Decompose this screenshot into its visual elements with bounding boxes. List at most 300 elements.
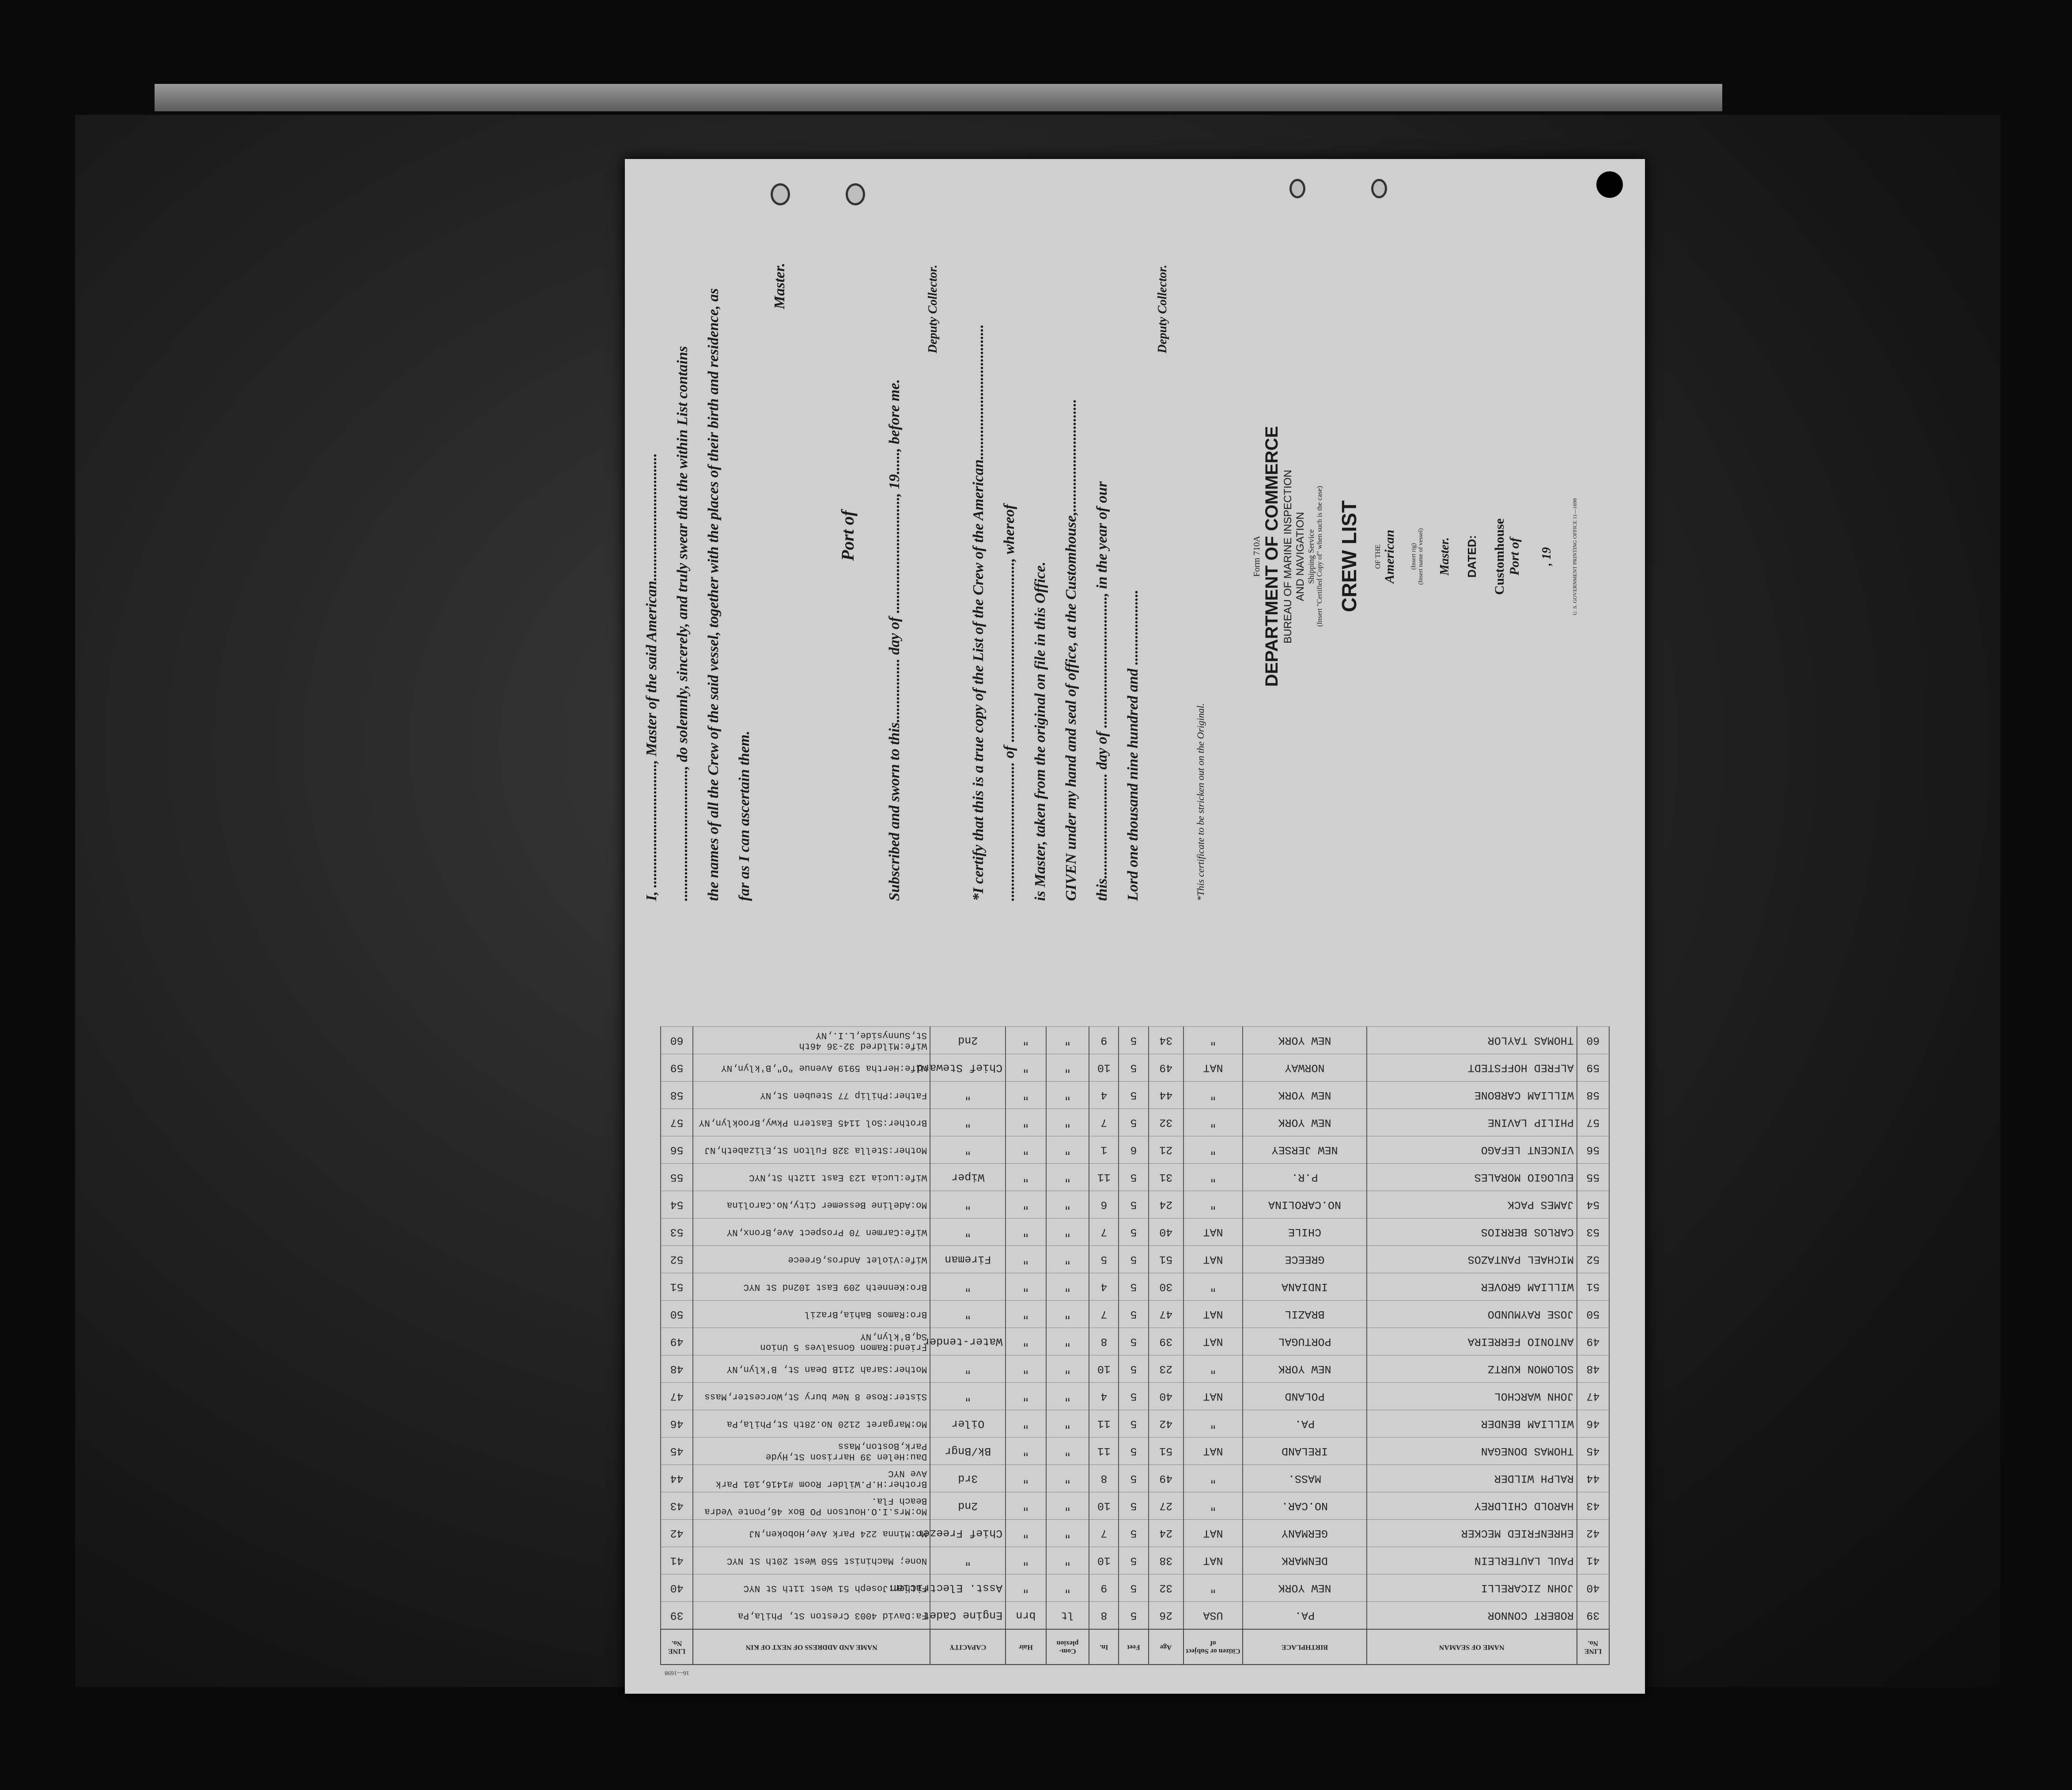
header-height-inches: In. [1089, 1629, 1119, 1665]
row-citizen: NAT [1183, 1328, 1243, 1355]
certified-copy-note: (Insert "Certified Copy of" when such is the case) [1316, 486, 1323, 627]
row-complexion: " [1046, 1109, 1089, 1136]
row-citizen: NAT [1183, 1547, 1243, 1574]
row-capacity: Chief Freezer [930, 1520, 1006, 1547]
header-next-of-kin: NAME AND ADDRESS OF NEXT OF KIN [693, 1629, 930, 1665]
row-capacity: Asst. Electrician [930, 1574, 1006, 1602]
row-birthplace: GREECE [1243, 1246, 1367, 1273]
row-age: 51 [1149, 1246, 1183, 1273]
row-citizen: " [1183, 1109, 1243, 1136]
row-next-of-kin: Fa:David 4003 Creston St, Phila,Pa [693, 1602, 930, 1630]
row-height-inches: 8 [1089, 1465, 1119, 1492]
row-next-of-kin: Sister:Rose 8 New bury St,Worcester,Mass [693, 1383, 930, 1410]
row-height-inches: 10 [1089, 1355, 1119, 1383]
table-row [661, 1273, 1609, 1301]
row-name: RALPH WILDER [1367, 1465, 1577, 1492]
cover-port-label: Port of [1507, 537, 1522, 575]
row-hair: " [1006, 1273, 1046, 1301]
row-name: HAROLD CHILDREY [1367, 1492, 1577, 1520]
row-line-no-2: 43 [661, 1492, 693, 1520]
row-age: 44 [1149, 1082, 1183, 1109]
row-name: EULOGIO MORALES [1367, 1164, 1577, 1191]
row-height-inches: 7 [1089, 1520, 1119, 1547]
row-citizen: USA [1183, 1602, 1243, 1630]
row-citizen: " [1183, 1355, 1243, 1383]
row-next-of-kin: Mo:Margaret 2120 No.28th St,Phila,Pa [693, 1410, 930, 1438]
row-line-no-2: 54 [661, 1191, 693, 1219]
row-birthplace: NEW YORK [1243, 1027, 1367, 1054]
row-age: 49 [1149, 1465, 1183, 1492]
row-birthplace: NEW JERSEY [1243, 1136, 1367, 1164]
row-next-of-kin: Mother:Sarah 211B Dean St, B'klyn,NY [693, 1355, 930, 1383]
row-age: 34 [1149, 1027, 1183, 1054]
row-line-no-2: 59 [661, 1054, 693, 1082]
certify-line-1: *I certify that this is a true copy of the List of the Crew of the American.................................... [970, 324, 987, 901]
row-height-feet: 5 [1119, 1383, 1148, 1410]
row-hair: " [1006, 1109, 1046, 1136]
row-line-no: 49 [1577, 1328, 1609, 1355]
row-line-no-2: 57 [661, 1109, 693, 1136]
given-line: GIVEN under my hand and seal of office, at the Customhouse,.............................. [1063, 399, 1079, 901]
row-birthplace: PORTUGAL [1243, 1328, 1367, 1355]
oath-line-1: I, ................................., Master of the said American.................................. [643, 453, 660, 901]
certify-line-2: ..................................... of ................................................, whereof [1001, 504, 1017, 901]
table-row [661, 1410, 1609, 1438]
row-line-no-2: 42 [661, 1520, 693, 1547]
row-birthplace: NEW YORK [1243, 1355, 1367, 1383]
header-height-feet: Feet [1119, 1629, 1148, 1665]
row-complexion: " [1046, 1027, 1089, 1054]
row-birthplace: NO.CAROLINA [1243, 1191, 1367, 1219]
row-capacity: " [930, 1301, 1006, 1328]
row-next-of-kin: Wife:Lucia 123 East 112th St,NYC [693, 1164, 930, 1191]
certificate-section [625, 168, 1645, 927]
row-line-no-2: 40 [661, 1574, 693, 1602]
table-row [661, 1438, 1609, 1465]
row-birthplace: BRAZIL [1243, 1301, 1367, 1328]
row-line-no: 45 [1577, 1438, 1609, 1465]
header-line-no: LINE No. [1577, 1629, 1609, 1665]
row-age: 47 [1149, 1301, 1183, 1328]
row-height-feet: 5 [1119, 1109, 1148, 1136]
row-line-no: 57 [1577, 1109, 1609, 1136]
row-capacity: Engine Cadet [930, 1602, 1006, 1630]
bureau-name: BUREAU OF MARINE INSPECTION [1282, 469, 1294, 643]
row-age: 38 [1149, 1547, 1183, 1574]
row-capacity: " [930, 1136, 1006, 1164]
table-row [661, 1520, 1609, 1547]
row-height-feet: 5 [1119, 1438, 1148, 1465]
row-age: 26 [1149, 1602, 1183, 1630]
row-height-feet: 5 [1119, 1492, 1148, 1520]
row-hair: " [1006, 1054, 1046, 1082]
row-birthplace: NEW YORK [1243, 1109, 1367, 1136]
deputy-collector-label-2: Deputy Collector. [1156, 265, 1169, 353]
row-height-feet: 5 [1119, 1054, 1148, 1082]
row-complexion: " [1046, 1246, 1089, 1273]
crew-table-section [660, 945, 1610, 1676]
row-capacity: 3rd [930, 1465, 1006, 1492]
row-name: MICHAEL PANTAZOS [1367, 1246, 1577, 1273]
row-age: 32 [1149, 1109, 1183, 1136]
table-row [661, 1465, 1609, 1492]
row-line-no: 43 [1577, 1492, 1609, 1520]
row-complexion: " [1046, 1355, 1089, 1383]
row-hair: " [1006, 1164, 1046, 1191]
table-header-row [661, 1629, 1609, 1665]
row-line-no: 60 [1577, 1027, 1609, 1054]
row-name: PAUL LAUTERLEIN [1367, 1547, 1577, 1574]
row-next-of-kin: Mo:Adeline Bessemer City,No.Carolina [693, 1191, 930, 1219]
customhouse-label: Customhouse [1492, 518, 1507, 595]
table-row [661, 1082, 1609, 1109]
row-line-no: 47 [1577, 1383, 1609, 1410]
row-complexion: " [1046, 1547, 1089, 1574]
row-height-feet: 5 [1119, 1082, 1148, 1109]
row-hair: " [1006, 1520, 1046, 1547]
row-complexion: " [1046, 1301, 1089, 1328]
row-height-inches: 7 [1089, 1109, 1119, 1136]
bureau-name-2: AND NAVIGATION [1294, 512, 1306, 601]
form-number: Form 710A [1252, 536, 1262, 577]
dated-label: DATED: [1465, 535, 1478, 578]
row-height-inches: 9 [1089, 1027, 1119, 1054]
row-height-inches: 10 [1089, 1054, 1119, 1082]
row-age: 27 [1149, 1492, 1183, 1520]
header-capacity: CAPACITY [930, 1629, 1006, 1665]
row-line-no: 59 [1577, 1054, 1609, 1082]
row-height-feet: 5 [1119, 1164, 1148, 1191]
row-capacity: Oiler [930, 1410, 1006, 1438]
row-next-of-kin: Brother:H.P.Wilder Room #1416,101 Park Ave NYC [693, 1465, 930, 1492]
cover-block [1252, 212, 1614, 901]
row-height-feet: 5 [1119, 1246, 1148, 1273]
subscribed-line: Subscribed and sworn to this................. day of ..............................., 19......, before me. [886, 379, 903, 901]
row-age: 39 [1149, 1328, 1183, 1355]
row-complexion: " [1046, 1492, 1089, 1520]
row-line-no: 52 [1577, 1246, 1609, 1273]
crew-table-body [661, 1027, 1609, 1630]
row-next-of-kin: Mo:Minna 224 Park Ave,Hoboken,NJ [693, 1520, 930, 1547]
header-birthplace: BIRTHPLACE [1243, 1629, 1367, 1665]
row-birthplace: DENMARK [1243, 1547, 1367, 1574]
row-next-of-kin: Father:Joseph 51 West 11th St NYC [693, 1574, 930, 1602]
row-height-feet: 5 [1119, 1410, 1148, 1438]
row-height-feet: 6 [1119, 1136, 1148, 1164]
row-line-no: 42 [1577, 1520, 1609, 1547]
row-next-of-kin: Bro:Kenneth 209 East 102nd St NYC [693, 1273, 930, 1301]
row-citizen: NAT [1183, 1246, 1243, 1273]
cover-master-label: Master. [1438, 537, 1452, 576]
row-next-of-kin: Father:Philip 77 Steuben St,NY [693, 1082, 930, 1109]
row-line-no-2: 56 [661, 1136, 693, 1164]
row-citizen: " [1183, 1410, 1243, 1438]
row-name: JOHN WARCHOL [1367, 1383, 1577, 1410]
row-next-of-kin: Bro:Ramos Bahia,Brazil [693, 1301, 930, 1328]
lord-line: Lord one thousand nine hundred and .................... [1125, 590, 1141, 901]
row-next-of-kin: Wife:Violet Andros,Greece [693, 1246, 930, 1273]
header-name: NAME OF SEAMAN [1367, 1629, 1577, 1665]
row-age: 24 [1149, 1191, 1183, 1219]
row-name: JOSE RAYMUNDO [1367, 1301, 1577, 1328]
row-complexion: " [1046, 1136, 1089, 1164]
row-citizen: NAT [1183, 1219, 1243, 1246]
row-complexion: " [1046, 1191, 1089, 1219]
oath-line-3: the names of all the Crew of the said vessel, together with the places of their birth and residence, as [705, 288, 722, 901]
row-name: EHRENFRIED MECKER [1367, 1520, 1577, 1547]
row-capacity: Bk/Bngr [930, 1438, 1006, 1465]
row-height-feet: 5 [1119, 1301, 1148, 1328]
row-capacity: " [930, 1109, 1006, 1136]
row-line-no-2: 44 [661, 1465, 693, 1492]
row-next-of-kin: Mother:Stella 328 Fulton St,Elizabeth,NJ [693, 1136, 930, 1164]
row-height-feet: 5 [1119, 1027, 1148, 1054]
row-citizen: NAT [1183, 1520, 1243, 1547]
row-height-feet: 5 [1119, 1219, 1148, 1246]
row-citizen: " [1183, 1191, 1243, 1219]
table-row [661, 1355, 1609, 1383]
row-complexion: " [1046, 1383, 1089, 1410]
row-citizen: " [1183, 1273, 1243, 1301]
oath-line-4: far as I can ascertain them. [736, 730, 752, 901]
row-citizen: " [1183, 1465, 1243, 1492]
row-capacity: Chief Steward [930, 1054, 1006, 1082]
insert-rig-note: (Insert rig) [1410, 543, 1417, 570]
row-hair: " [1006, 1547, 1046, 1574]
row-line-no: 44 [1577, 1465, 1609, 1492]
row-capacity: " [930, 1547, 1006, 1574]
row-line-no-2: 50 [661, 1301, 693, 1328]
row-line-no: 39 [1577, 1602, 1609, 1630]
row-line-no-2: 46 [661, 1410, 693, 1438]
row-name: THOMAS DONEGAN [1367, 1438, 1577, 1465]
row-next-of-kin: Dau:Helen 39 Harrison St,Hyde Park,Boston,Mass [693, 1438, 930, 1465]
crew-list-sheet [625, 159, 1645, 1694]
row-line-no-2: 39 [661, 1602, 693, 1630]
table-row [661, 1328, 1609, 1355]
row-line-no: 46 [1577, 1410, 1609, 1438]
row-height-inches: 4 [1089, 1273, 1119, 1301]
row-height-feet: 5 [1119, 1355, 1148, 1383]
row-height-inches: 7 [1089, 1301, 1119, 1328]
row-next-of-kin: Friend:Ramon Gonsalves 5 Union Sq,B'klyn,NY [693, 1328, 930, 1355]
row-name: SOLOMON KURTZ [1367, 1355, 1577, 1383]
row-birthplace: PA. [1243, 1410, 1367, 1438]
row-line-no-2: 41 [661, 1547, 693, 1574]
row-hair: " [1006, 1492, 1046, 1520]
insert-name-note: (Insert name of vessel) [1418, 528, 1424, 585]
row-age: 31 [1149, 1164, 1183, 1191]
table-row [661, 1574, 1609, 1602]
row-next-of-kin: Wife:Mildred 32-36 46th St,Sunnyside,L.I.,NY [693, 1027, 930, 1054]
crew-table [660, 1026, 1610, 1665]
row-line-no: 54 [1577, 1191, 1609, 1219]
row-line-no: 48 [1577, 1355, 1609, 1383]
row-name: PHILIP LAVINE [1367, 1109, 1577, 1136]
service-name: Shipping Service [1307, 529, 1316, 584]
row-line-no-2: 60 [661, 1027, 693, 1054]
table-row [661, 1301, 1609, 1328]
row-capacity: 2nd [930, 1492, 1006, 1520]
row-line-no: 55 [1577, 1164, 1609, 1191]
row-next-of-kin: Mo:Mrs.I.O.Houtson PO Box 46,Ponte Vedra Beach Fla. [693, 1492, 930, 1520]
row-name: JOHN ZICARELLI [1367, 1574, 1577, 1602]
row-line-no: 56 [1577, 1136, 1609, 1164]
row-hair: " [1006, 1301, 1046, 1328]
table-row [661, 1054, 1609, 1082]
row-birthplace: INDIANA [1243, 1273, 1367, 1301]
row-height-inches: 11 [1089, 1164, 1119, 1191]
row-name: ALFRED HOFFSTEDT [1367, 1054, 1577, 1082]
row-hair: " [1006, 1438, 1046, 1465]
row-capacity: " [930, 1355, 1006, 1383]
row-line-no: 40 [1577, 1574, 1609, 1602]
microfilm-edge-strip [155, 84, 1722, 111]
row-height-inches: 8 [1089, 1328, 1119, 1355]
row-birthplace: MASS. [1243, 1465, 1367, 1492]
row-line-no-2: 45 [661, 1438, 693, 1465]
row-citizen: " [1183, 1136, 1243, 1164]
row-complexion: " [1046, 1410, 1089, 1438]
row-complexion: lt [1046, 1602, 1089, 1630]
row-height-feet: 5 [1119, 1574, 1148, 1602]
row-height-inches: 10 [1089, 1492, 1119, 1520]
row-height-inches: 4 [1089, 1383, 1119, 1410]
row-age: 42 [1149, 1410, 1183, 1438]
row-height-inches: 11 [1089, 1410, 1119, 1438]
table-row [661, 1383, 1609, 1410]
table-row [661, 1164, 1609, 1191]
row-hair: " [1006, 1355, 1046, 1383]
row-capacity: " [930, 1383, 1006, 1410]
row-name: WILLIAM BENDER [1367, 1410, 1577, 1438]
row-height-inches: 10 [1089, 1547, 1119, 1574]
row-birthplace: NEW YORK [1243, 1082, 1367, 1109]
row-complexion: " [1046, 1574, 1089, 1602]
row-complexion: " [1046, 1164, 1089, 1191]
row-birthplace: PA. [1243, 1602, 1367, 1630]
row-citizen: " [1183, 1164, 1243, 1191]
row-height-inches: 6 [1089, 1191, 1119, 1219]
row-height-inches: 9 [1089, 1574, 1119, 1602]
row-height-feet: 5 [1119, 1547, 1148, 1574]
row-citizen: " [1183, 1492, 1243, 1520]
row-hair: " [1006, 1136, 1046, 1164]
row-hair: " [1006, 1219, 1046, 1246]
row-complexion: " [1046, 1520, 1089, 1547]
row-citizen: NAT [1183, 1054, 1243, 1082]
row-birthplace: NORWAY [1243, 1054, 1367, 1082]
row-birthplace: P.R. [1243, 1164, 1367, 1191]
row-height-feet: 5 [1119, 1602, 1148, 1630]
row-birthplace: IRELAND [1243, 1438, 1367, 1465]
row-age: 30 [1149, 1273, 1183, 1301]
row-birthplace: GERMANY [1243, 1520, 1367, 1547]
row-height-inches: 8 [1089, 1602, 1119, 1630]
row-line-no-2: 55 [661, 1164, 693, 1191]
table-row [661, 1027, 1609, 1054]
row-line-no-2: 58 [661, 1082, 693, 1109]
row-capacity: " [930, 1082, 1006, 1109]
row-birthplace: CHILE [1243, 1219, 1367, 1246]
row-citizen: NAT [1183, 1438, 1243, 1465]
row-age: 24 [1149, 1520, 1183, 1547]
row-line-no: 41 [1577, 1547, 1609, 1574]
header-line-no-2: LINE No. [661, 1629, 693, 1665]
row-complexion: " [1046, 1082, 1089, 1109]
certify-line-3: is Master, taken from the original on file in this Office. [1032, 561, 1048, 901]
row-name: WILLIAM GROVER [1367, 1273, 1577, 1301]
header-citizen: Citizen or Subject of [1183, 1629, 1243, 1665]
table-row [661, 1109, 1609, 1136]
row-name: THOMAS TAYLOR [1367, 1027, 1577, 1054]
oath-line-2: ..................................., do solemnly, sincerely, and truly swear that the within List contains [674, 346, 691, 901]
table-row [661, 1191, 1609, 1219]
row-next-of-kin: Wife:Carmen 70 Prospect Ave,Bronx,NY [693, 1219, 930, 1246]
american-label: American [1382, 530, 1397, 583]
row-citizen: " [1183, 1082, 1243, 1109]
row-line-no-2: 47 [661, 1383, 693, 1410]
row-hair: " [1006, 1082, 1046, 1109]
row-name: WILLIAM CARBONE [1367, 1082, 1577, 1109]
row-age: 21 [1149, 1136, 1183, 1164]
row-birthplace: POLAND [1243, 1383, 1367, 1410]
header-complexion: Com-plexion [1046, 1629, 1089, 1665]
row-citizen: " [1183, 1574, 1243, 1602]
row-hair: brn [1006, 1602, 1046, 1630]
row-height-feet: 5 [1119, 1191, 1148, 1219]
row-capacity: " [930, 1191, 1006, 1219]
table-row [661, 1136, 1609, 1164]
row-line-no: 53 [1577, 1219, 1609, 1246]
master-signature-label: Master. [771, 263, 788, 309]
row-hair: " [1006, 1027, 1046, 1054]
row-complexion: " [1046, 1438, 1089, 1465]
row-capacity: " [930, 1219, 1006, 1246]
row-name: CARLOS BERRIOS [1367, 1219, 1577, 1246]
row-capacity: Fireman [930, 1246, 1006, 1273]
row-next-of-kin: None; Machinist 550 West 20th St NYC [693, 1547, 930, 1574]
row-complexion: " [1046, 1219, 1089, 1246]
table-row [661, 1547, 1609, 1574]
row-complexion: " [1046, 1328, 1089, 1355]
row-capacity: " [930, 1273, 1006, 1301]
certificate-footnote: *This certificate to be stricken out on the Original. [1195, 703, 1206, 901]
row-line-no-2: 52 [661, 1246, 693, 1273]
row-birthplace: NEW YORK [1243, 1574, 1367, 1602]
row-height-inches: 1 [1089, 1136, 1119, 1164]
table-row [661, 1246, 1609, 1273]
row-hair: " [1006, 1246, 1046, 1273]
row-height-inches: 5 [1089, 1246, 1119, 1273]
row-hair: " [1006, 1574, 1046, 1602]
row-hair: " [1006, 1383, 1046, 1410]
row-hair: " [1006, 1410, 1046, 1438]
row-complexion: " [1046, 1054, 1089, 1082]
row-complexion: " [1046, 1273, 1089, 1301]
crew-list-title: CREW LIST [1338, 500, 1361, 613]
row-height-feet: 5 [1119, 1273, 1148, 1301]
row-age: 51 [1149, 1438, 1183, 1465]
table-row [661, 1602, 1609, 1630]
row-capacity: Wiper [930, 1164, 1006, 1191]
row-birthplace: NO.CAR. [1243, 1492, 1367, 1520]
row-next-of-kin: Brother:Sol 1145 Eastern Pkwy,Brooklyn,NY [693, 1109, 930, 1136]
department-title: DEPARTMENT OF COMMERCE [1262, 426, 1282, 687]
row-height-feet: 5 [1119, 1328, 1148, 1355]
table-form-code: 16—1698 [665, 1669, 689, 1676]
printer-line: U. S. GOVERNMENT PRINTING OFFICE 11—1698 [1572, 498, 1578, 615]
